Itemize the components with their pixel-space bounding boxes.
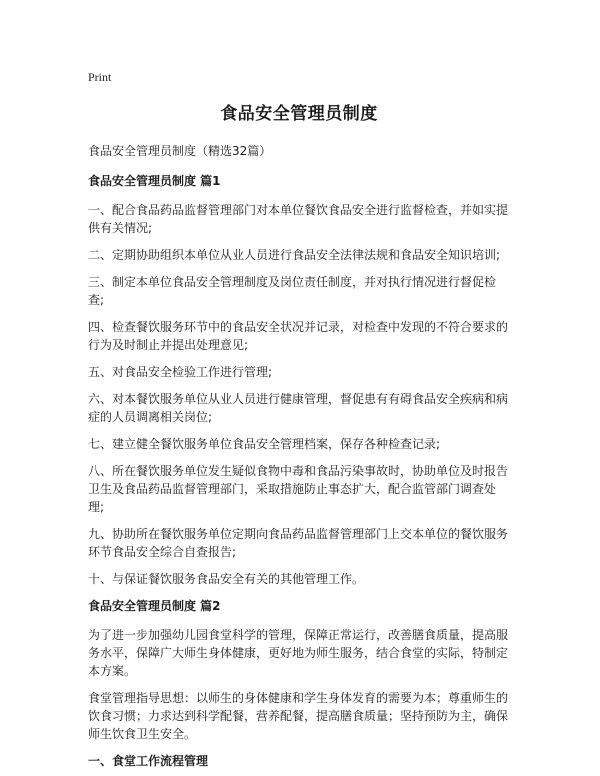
section1-item-9: 九、协助所在餐饮服务单位定期向食品药品监督管理部门上交本单位的餐饮服务环节食品安全综合自查报告; <box>88 527 509 559</box>
section2-paragraph-2: 食堂管理指导思想：以师生的身体健康和学生身体发育的需要为本；尊重师生的饮食习惯；力求达到科学配餐，营养配餐，提高膳食质量；坚持预防为主，确保师生饮食卫生安全。 <box>88 691 509 741</box>
document-title: 食品安全管理员制度 <box>220 104 378 124</box>
print-label: Print <box>88 70 112 84</box>
section1-item-2: 二、定期协助组织本单位从业人员进行食品安全法律法规和食品安全知识培训; <box>88 248 501 262</box>
section1-item-5: 五、对食品安全检验工作进行管理; <box>88 365 273 379</box>
section1-item-7: 七、建立健全餐饮服务单位食品安全管理档案，保存各种检查记录; <box>88 437 441 451</box>
section1-item-10: 十、与保证餐饮服务食品安全有关的其他管理工作。 <box>88 572 365 586</box>
section1-item-3: 三、制定本单位食品安全管理制度及岗位责任制度，并对执行情况进行督促检查; <box>88 275 497 307</box>
section1-item-4: 四、检查餐饮服务环节中的食品安全状况并记录，对检查中发现的不符合要求的行为及时制止并提出处理意见; <box>88 320 509 352</box>
section1-item-8: 八、所在餐饮服务单位发生疑似食物中毒和食品污染事故时，协助单位及时报告卫生及食品药品监督管理部门，采取措施防止事态扩大，配合监管部门调查处理; <box>88 464 509 514</box>
section1-item-1: 一、配合食品药品监督管理部门对本单位餐饮食品安全进行监督检查，并如实提供有关情况; <box>88 203 509 235</box>
document-subtitle: 食品安全管理员制度（精选32篇） <box>88 144 272 158</box>
section-heading-2: 食品安全管理员制度 篇2 <box>88 599 221 613</box>
section2-subheading: 一、食堂工作流程管理 <box>88 754 209 768</box>
section2-paragraph-1: 为了进一步加强幼儿园食堂科学的管理，保障正常运行，改善膳食质量，提高服务水平，保障广大师生身体健康，更好地为师生服务，结合食堂的实际，特制定本方案。 <box>88 628 509 678</box>
section-heading-1: 食品安全管理员制度 篇1 <box>88 174 221 188</box>
section1-item-6: 六、对本餐饮服务单位从业人员进行健康管理，督促患有有碍食品安全疾病和病症的人员调离相关岗位; <box>88 392 509 424</box>
